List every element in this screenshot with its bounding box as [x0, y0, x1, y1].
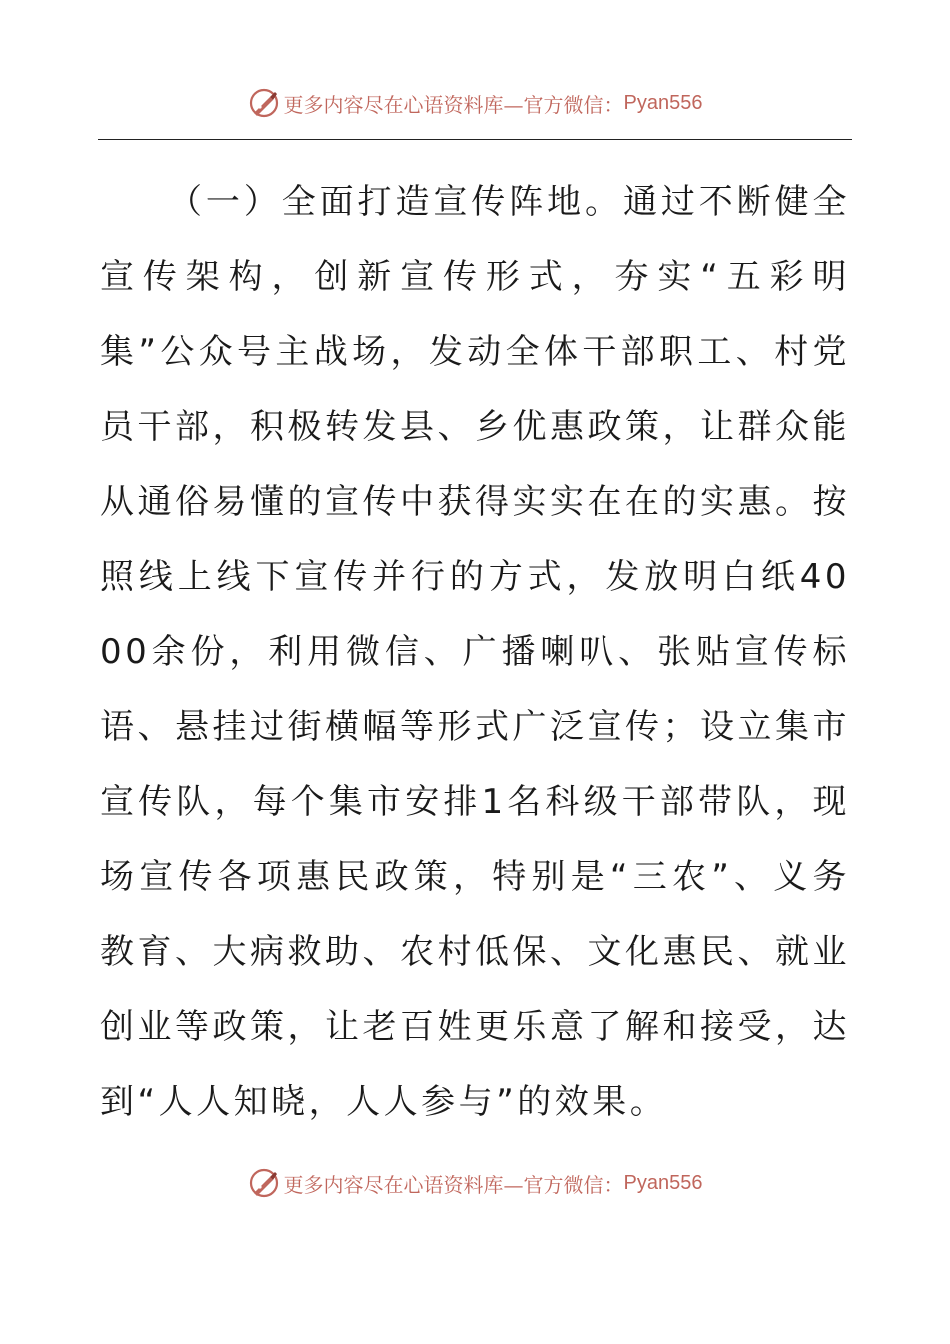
footer-wechat-id: Pyan556	[623, 1171, 703, 1194]
footer-brand-text: 更多内容尽在心语资料库—官方微信：	[283, 1172, 624, 1197]
pen-nib-logo-icon	[248, 1167, 280, 1199]
body-paragraph: （一）全面打造宣传阵地。通过不断健全宣传架构，创新宣传形式，夯实“五彩明集”公众号主战场，发动全体干部职工、村党员干部，积极转发县、乡优惠政策，让群众能从通俗易懂的宣传中获得实实在在的实惠。按照线上线下宣传并行的方式，发放明白纸4000余份，利用微信、广播喇叭、张贴宣传标语、悬挂过街横幅等形式广泛宣传；设立集市宣传队，每个集市安排1名科级干部带队，现场宣传各项惠民政策，特别是“三农”、义务教育、大病救助、农村低保、文化惠民、就业创业等政策，让老百姓更乐意了解和接受，达到“人人知晓，人人参与”的效果。	[100, 182, 850, 1122]
page-header	[0, 83, 950, 123]
header-wechat-id: Pyan556	[623, 91, 703, 114]
page-footer	[0, 1163, 950, 1203]
pen-nib-logo-icon	[248, 87, 280, 119]
header-brand-text: 更多内容尽在心语资料库—官方微信：	[283, 92, 624, 117]
header-divider	[98, 139, 852, 140]
